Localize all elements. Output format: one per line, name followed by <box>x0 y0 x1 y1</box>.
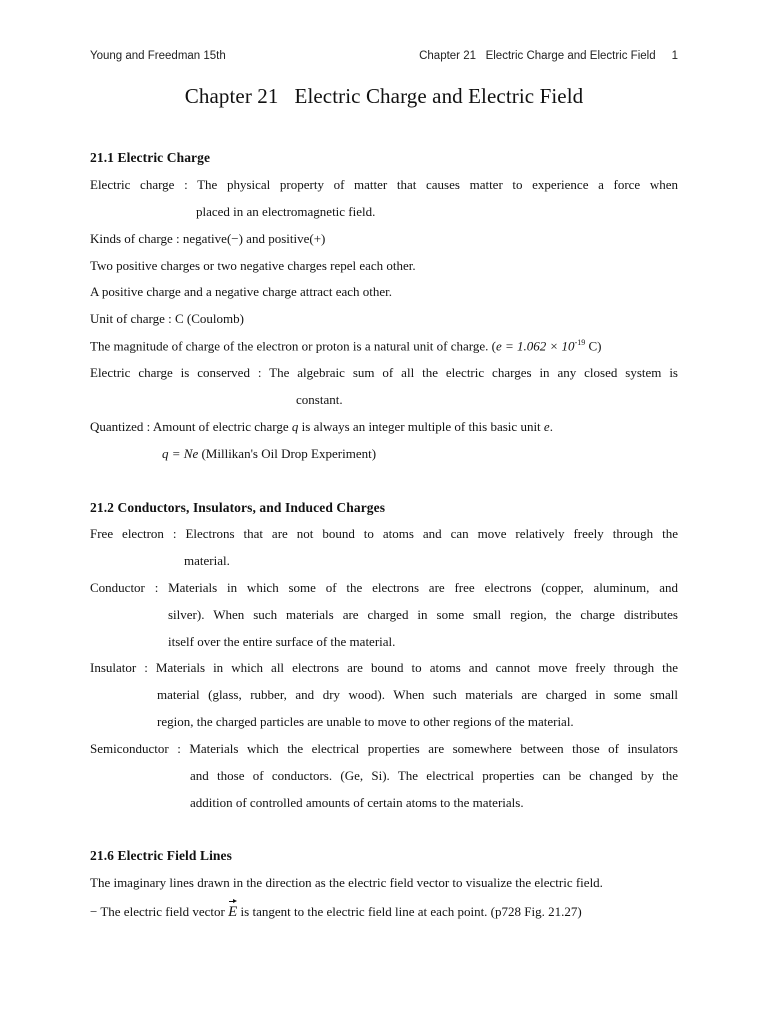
symbol-e: e <box>543 419 550 434</box>
paragraph-line: Insulator : Materials in which all electrons are bound to atoms and cannot move freely through the <box>90 660 678 675</box>
paragraph-line: material. <box>184 553 230 568</box>
section-title: 21.1 Electric Charge <box>90 150 211 165</box>
paragraph-line: Unit of charge : C (Coulomb) <box>90 311 244 326</box>
symbol-q: q <box>291 419 299 434</box>
paragraph-text: is always an integer multiple of this basic unit <box>298 419 544 434</box>
electron-charge-equation: e = 1.062 × 10 <box>495 338 575 354</box>
paragraph-text: The magnitude of charge of the electron or proton is a natural unit of charge. ( <box>90 338 496 354</box>
header-book-title: Young and Freedman 15th <box>90 50 226 62</box>
paragraph-line <box>162 446 678 462</box>
paragraph-line: constant. <box>296 392 343 407</box>
paragraph-line <box>90 904 678 921</box>
paragraph-text: Quantized : Amount of electric charge <box>90 419 292 434</box>
header-chapter <box>419 50 678 62</box>
paragraph-line: itself over the entire surface of the material. <box>168 634 396 649</box>
paragraph-line: silver). When such materials are charged in some small region, the charge distributes <box>168 607 678 622</box>
paragraph-line: Electric charge : The physical property of matter that causes matter to experience a force when <box>90 177 678 192</box>
paragraph-line: placed in an electromagnetic field. <box>196 204 376 219</box>
unit-text: C) <box>585 338 602 354</box>
vector-letter: E <box>228 904 238 920</box>
paragraph-line: Conductor : Materials in which some of the electrons are free electrons (copper, aluminum, and <box>90 580 678 595</box>
paragraph-line: A positive charge and a negative charge attract each other. <box>90 284 392 299</box>
header-page-number: 1 <box>671 50 678 62</box>
paragraph-line: Kinds of charge : negative(−) and positive(+) <box>90 231 326 246</box>
paragraph-line: addition of controlled amounts of certain atoms to the materials. <box>190 795 524 810</box>
quantization-equation: q = Ne <box>162 446 199 461</box>
paragraph-line: Free electron : Electrons that are not bound to atoms and can move relatively freely through the <box>90 526 678 541</box>
paragraph-line: material (glass, rubber, and dry wood). When such materials are charged in some small <box>157 687 678 702</box>
header-chapter-title: Chapter 21 Electric Charge and Electric Field <box>419 50 656 62</box>
paragraph-line: and those of conductors. (Ge, Si). The electrical properties can be changed by the <box>190 768 678 783</box>
chapter-title: Chapter 21 Electric Charge and Electric Field <box>184 84 584 108</box>
electric-field-vector-symbol <box>228 904 237 921</box>
exponent: -19 <box>574 338 586 347</box>
paragraph-line: Quantized : Amount of electric charge q is always an integer multiple of this basic unit e. <box>90 419 553 434</box>
vector-arrow-icon <box>228 900 237 904</box>
paragraph-text: (Millikan's Oil Drop Experiment) <box>198 446 377 461</box>
section-title: 21.2 Conductors, Insulators, and Induced Charges <box>90 500 386 515</box>
paragraph-line: Two positive charges or two negative charges repel each other. <box>90 258 416 273</box>
paragraph-line: Electric charge is conserved : The algebraic sum of all the electric charges in any closed system is <box>90 365 678 380</box>
paragraph-line: region, the charged particles are unable to move to other regions of the material. <box>157 714 574 729</box>
paragraph-text: − The electric field vector <box>90 904 229 919</box>
section-title: 21.6 Electric Field Lines <box>90 848 232 863</box>
paragraph-line: Semiconductor : Materials which the electrical properties are somewhere between those of insulators <box>90 741 678 756</box>
paragraph-line: The imaginary lines drawn in the direction as the electric field vector to visualize the electric field. <box>90 875 603 890</box>
paragraph-line <box>90 338 678 354</box>
paragraph-text: is tangent to the electric field line at each point. (p728 Fig. 21.27) <box>237 904 582 919</box>
